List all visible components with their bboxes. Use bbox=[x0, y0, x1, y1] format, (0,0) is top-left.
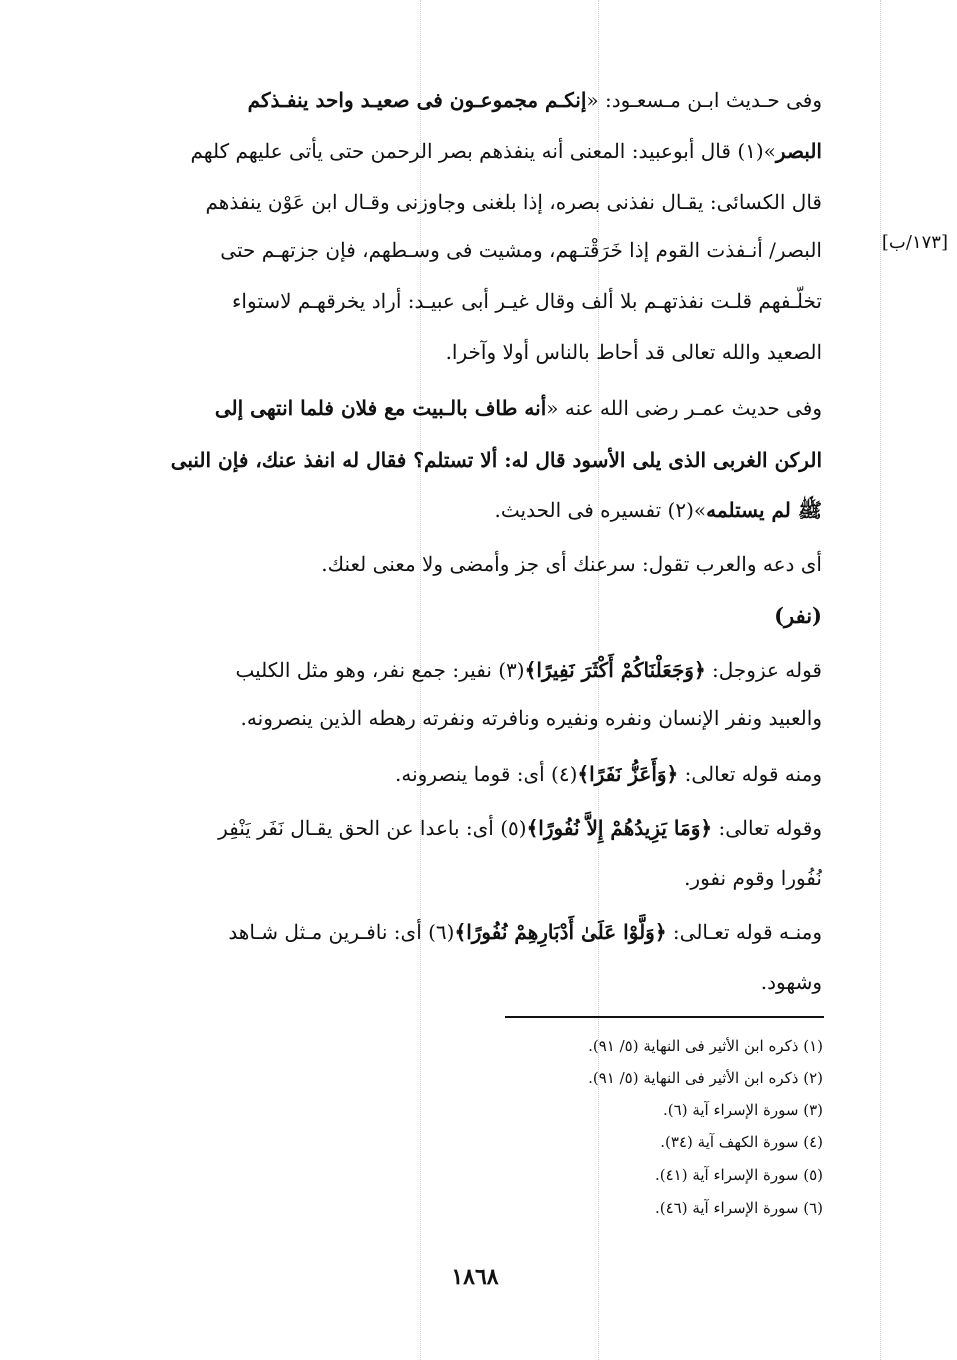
text-run: (٣) نفير: جمع نفر، وهو مثل الكليب bbox=[235, 658, 525, 682]
text-line bbox=[112, 546, 822, 582]
text-run: وفى حـديث ابـن مـسعـود: « bbox=[586, 88, 822, 112]
text-run: ومنه قوله تعالى: bbox=[678, 762, 822, 786]
text-line bbox=[112, 283, 822, 319]
page-number: ١٨٦٨ bbox=[451, 1264, 499, 1290]
bold-text-run: ﷺ لم يستلمه bbox=[706, 498, 822, 522]
text-run: قال الكسائى: يقـال نفذنى بصره، إذا بلغنى وجاوزنى وقـال ابن عَوْن ينفذهم bbox=[205, 190, 822, 214]
text-line bbox=[112, 756, 822, 792]
text-run: نُفُورا وقوم نفور. bbox=[684, 866, 822, 890]
text-line bbox=[112, 598, 822, 634]
footnote: (٣) سورة الإسراء آية (٦). bbox=[663, 1101, 823, 1119]
text-line bbox=[112, 184, 822, 220]
text-line bbox=[112, 860, 822, 896]
text-run: والعبيد ونفر الإنسان ونفره ونفيره ونافرته ونفرته رهطه الذين ينصرونه. bbox=[240, 706, 822, 730]
text-run: »(١) قال أبوعبيد: المعنى أنه ينفذهم بصر الرحمن حتى يأتى عليهم كلهم bbox=[190, 139, 776, 163]
text-line bbox=[112, 334, 822, 370]
text-run: تخلّـفهم قلـت نفذتهـم بلا ألف وقال غيـر أبى عبيـد: أراد يخرقهـم لاستواء bbox=[232, 289, 822, 313]
text-line bbox=[112, 133, 822, 169]
bold-text-run: إنكـم مجموعـون فى صعيـد واحد ينفـذكم bbox=[247, 88, 587, 112]
text-run: وشهود. bbox=[760, 970, 822, 994]
text-line bbox=[112, 964, 822, 1000]
text-run: أى دعه والعرب تقول: سرعنك أى جز وأمضى ولا معنى لعنك. bbox=[321, 552, 822, 576]
footnote: (٥) سورة الإسراء آية (٤١). bbox=[654, 1166, 823, 1184]
bold-text-run: ﴿وَجَعَلْنَاكُمْ أَكْثَرَ نَفِيرًا﴾ bbox=[524, 658, 706, 682]
text-line bbox=[112, 652, 822, 688]
text-line bbox=[112, 700, 822, 736]
text-run: (٦) أى: نافـرين مـثل شـاهد bbox=[228, 920, 455, 944]
text-run: (٥) أى: باعدا عن الحق يقـال نَفَر يَنْفِر bbox=[218, 816, 527, 840]
bold-text-run: (نفر) bbox=[774, 603, 822, 628]
bold-text-run: ﴿وَمَا يَزِيدُهُمْ إِلاَّ نُفُورًا﴾ bbox=[526, 816, 713, 840]
text-line bbox=[112, 810, 822, 846]
text-line bbox=[112, 914, 822, 950]
footnote: (٤) سورة الكهف آية (٣٤). bbox=[660, 1133, 823, 1151]
footnote: (٢) ذكره ابن الأثير فى النهاية (٥/ ٩١). bbox=[588, 1069, 823, 1087]
text-run: وفى حديث عمـر رضى الله عنه « bbox=[546, 396, 822, 420]
scan-guide-line bbox=[880, 0, 881, 1360]
text-run: الصعيد والله تعالى قد أحاط بالناس أولا وآخرا. bbox=[445, 340, 822, 364]
text-run: وقوله تعالى: bbox=[712, 816, 822, 840]
folio-margin-note: [١٧٣/ب] bbox=[881, 232, 948, 253]
footnote: (٦) سورة الإسراء آية (٤٦). bbox=[654, 1199, 823, 1217]
text-run: »(٢) تفسيره فى الحديث. bbox=[494, 498, 707, 522]
footnote-separator bbox=[505, 1016, 824, 1018]
bold-text-run: ﴿وَلَّوْا عَلَىٰ أَدْبَارِهِمْ نُفُورًا﴾ bbox=[454, 920, 667, 944]
text-run: قوله عزوجل: bbox=[705, 658, 822, 682]
text-run: ومنـه قوله تعـالى: bbox=[666, 920, 822, 944]
footnote: (١) ذكره ابن الأثير فى النهاية (٥/ ٩١). bbox=[588, 1037, 823, 1055]
bold-text-run: الركن الغربى الذى يلى الأسود قال له: ألا تستلم؟ فقال له انفذ عنك، فإن النبى bbox=[170, 448, 822, 472]
text-run: البصر/ أنـفذت القوم إذا خَرَقْتـهم، ومشيت فى وسـطهم، فإن جزتهـم حتى bbox=[220, 238, 822, 262]
text-run: (٤) أى: قوما ينصرونه. bbox=[395, 762, 578, 786]
text-line bbox=[112, 82, 822, 118]
text-line bbox=[112, 232, 822, 268]
text-line bbox=[112, 390, 822, 426]
bold-text-run: البصر bbox=[775, 139, 822, 163]
text-line bbox=[112, 442, 822, 478]
bold-text-run: ﴿وَأَعَزُّ نَفَرًا﴾ bbox=[577, 762, 679, 786]
text-line bbox=[112, 492, 822, 528]
bold-text-run: أنه طاف بالـبيت مع فلان فلما انتهى إلى bbox=[214, 396, 547, 420]
